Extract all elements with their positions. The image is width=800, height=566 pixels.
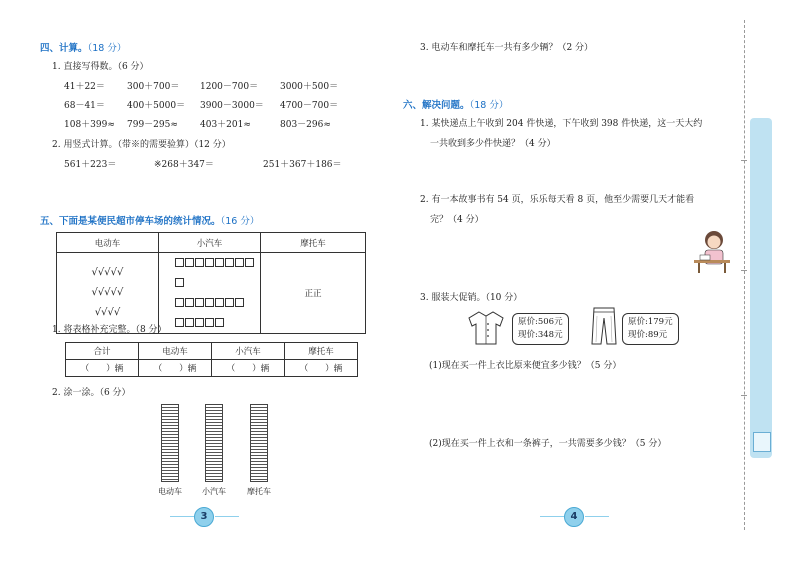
table-header: 小汽车 — [212, 343, 285, 360]
tally-motor-cell: 正正 — [260, 253, 365, 334]
page-ornament — [540, 516, 564, 517]
binding-tick — [741, 270, 747, 271]
binding-tick — [741, 160, 747, 161]
bar-label: 小汽车 — [202, 487, 226, 496]
calc-item: 68－41＝ — [64, 101, 105, 111]
original-price: 原价:179元 — [628, 317, 673, 327]
calc-item: 4700－700＝ — [280, 101, 339, 111]
problem-2-line: 完？（4 分） — [430, 215, 484, 225]
check-row: √√√√√ — [91, 287, 124, 298]
page-number-right: 4 — [564, 507, 584, 527]
q1-label: 1. 直接写得数。（6 分） — [52, 62, 149, 72]
table-header: 小汽车 — [158, 233, 260, 253]
page-number-left: 3 — [194, 507, 214, 527]
parking-tally-table — [56, 232, 366, 334]
check-row: √√√√ — [94, 307, 121, 318]
box-row — [159, 313, 260, 333]
color-bar-ebike[interactable] — [161, 404, 179, 482]
tally-boxes-cell — [158, 253, 260, 334]
table-header: 合计 — [66, 343, 139, 360]
color-bar-car[interactable] — [205, 404, 223, 482]
section-5-score: （16 分） — [220, 216, 260, 227]
q5-2-label: 2. 涂一涂。（6 分） — [52, 388, 131, 398]
problem-3a-question: (1)现在买一件上衣比原来便宜多少钱？（5 分） — [429, 361, 622, 371]
vertical-calc-item: 561＋223＝ — [64, 160, 117, 170]
answer-cell[interactable]: （ ）辆 — [66, 360, 139, 377]
page-ornament — [170, 516, 194, 517]
vertical-calc-item: 251＋367＋186＝ — [263, 160, 342, 170]
binding-tick — [741, 395, 747, 396]
answer-cell[interactable]: （ ）辆 — [212, 360, 285, 377]
table-header: 摩托车 — [260, 233, 365, 253]
binding-line — [744, 20, 745, 530]
calc-item: 3900－3000＝ — [200, 101, 264, 111]
table-header: 电动车 — [57, 233, 159, 253]
color-bar-motorcycle[interactable] — [250, 404, 268, 482]
pants-icon — [590, 306, 618, 346]
section-6-score: （18 分） — [469, 100, 509, 111]
calc-item: 400＋5000＝ — [127, 101, 186, 111]
problem-3-label: 3. 服装大促销。（10 分） — [420, 293, 523, 303]
vertical-calc-item: ※268＋347＝ — [154, 160, 214, 170]
section-6-heading — [403, 97, 508, 111]
calc-item: 799－295≈ — [127, 120, 178, 130]
summary-table — [65, 342, 358, 377]
original-price: 原价:506元 — [518, 317, 563, 327]
q5-1-label: 1. 将表格补充完整。（8 分） — [52, 325, 167, 335]
problem-1-line: 一共收到多少件快递？（4 分） — [430, 139, 556, 149]
calc-item: 1200－700＝ — [200, 82, 259, 92]
calc-item: 108＋399≈ — [64, 120, 115, 130]
bar-label: 摩托车 — [247, 487, 271, 496]
problem-3b-question: (2)现在买一件上衣和一条裤子，一共需要多少钱？（5 分） — [429, 439, 667, 449]
calc-item: 3000＋500＝ — [280, 82, 339, 92]
section-5-heading — [40, 213, 259, 227]
current-price: 现价:348元 — [518, 330, 563, 340]
table-header: 摩托车 — [285, 343, 358, 360]
shirt-icon — [467, 310, 505, 346]
calc-item: 41＋22＝ — [64, 82, 105, 92]
calc-item: 803－296≈ — [280, 120, 331, 130]
pants-price-tag — [622, 313, 679, 345]
section-4-score: （18 分） — [87, 43, 127, 54]
shirt-price-tag — [512, 313, 569, 345]
current-price: 现价:89元 — [628, 330, 668, 340]
q2-label: 2. 用竖式计算。（带※的需要验算）（12 分） — [52, 140, 231, 150]
section-4-heading — [40, 40, 126, 54]
box-row — [159, 293, 260, 313]
section-6-title: 六、解决问题。 — [403, 100, 470, 111]
calc-item: 300＋700＝ — [127, 82, 180, 92]
check-row: √√√√√ — [91, 267, 124, 278]
side-tab-badge — [753, 432, 771, 452]
problem-2-line: 2. 有一本故事书有 54 页，乐乐每天看 8 页，他至少需要几天才能看 — [420, 195, 695, 205]
girl-reading-illustration — [690, 228, 734, 274]
section-4-title: 四、计算。 — [40, 43, 88, 54]
page-ornament — [215, 516, 239, 517]
side-tab — [750, 118, 772, 458]
box-row — [159, 253, 260, 293]
answer-cell[interactable]: （ ）辆 — [285, 360, 358, 377]
q5-3-label: 3. 电动车和摩托车一共有多少辆？（2 分） — [420, 43, 594, 53]
problem-1-line: 1. 某快递点上午收到 204 件快递，下午收到 398 件快递，这一天大约 — [420, 119, 703, 129]
calc-item: 403＋201≈ — [200, 120, 251, 130]
answer-cell[interactable]: （ ）辆 — [139, 360, 212, 377]
section-5-title: 五、下面是某便民超市停车场的统计情况。 — [40, 216, 221, 227]
bar-label: 电动车 — [158, 487, 182, 496]
table-header: 电动车 — [139, 343, 212, 360]
page-ornament — [585, 516, 609, 517]
